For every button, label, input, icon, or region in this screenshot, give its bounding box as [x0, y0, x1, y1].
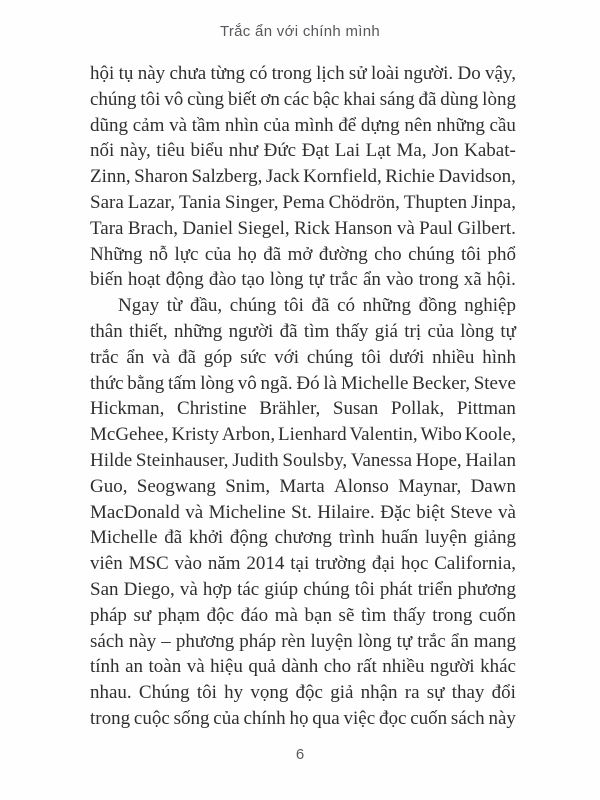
text-line: nối này, tiêu biểu như Đức Đạt Lai Lạt Ma, Jon Kabat- — [90, 140, 516, 162]
text-line: pháp sư phạm độc đáo mà bạn sẽ tìm thấy trong cuốn — [90, 604, 516, 626]
text-line: chúng tôi vô cùng biết ơn các bậc khai sáng đã dùng lòng — [90, 88, 516, 110]
text-line: thân thiết, những người đã tìm thấy giá trị của lòng tự — [90, 320, 516, 342]
text-line: Sara Lazar, Tania Singer, Pema Chödrön, Thupten Jinpa, — [90, 191, 516, 213]
text-line: San Diego, và hợp tác giúp chúng tôi phát triển phương — [90, 578, 516, 600]
text-line: Guo, Seogwang Snim, Marta Alonso Maynar, Dawn — [90, 475, 516, 497]
text-line: Zinn, Sharon Salzberg, Jack Kornfield, Richie Davidson, — [90, 166, 516, 188]
text-line: trắc ẩn và đã góp sức với chúng tôi dưới nhiều hình — [90, 346, 516, 368]
text-line: Tara Brach, Daniel Siegel, Rick Hanson và Paul Gilbert. — [90, 217, 516, 239]
text-line: Hilde Steinhauser, Judith Soulsby, Vanessa Hope, Hailan — [90, 449, 516, 471]
text-line: dũng cảm và tầm nhìn của mình để dựng nên những cầu — [90, 114, 516, 136]
text-line: tính an toàn và hiệu quả dành cho rất nhiều người khác — [90, 656, 516, 678]
page-number: 6 — [295, 746, 305, 763]
text-line: sách này – phương pháp rèn luyện lòng tự trắc ẩn mang — [90, 630, 516, 652]
text-line: Ngay từ đầu, chúng tôi đã có những đồng nghiệp — [118, 295, 516, 317]
text-line: Michelle đã khởi động chương trình huấn luyện giảng — [90, 527, 516, 549]
text-line: Những nỗ lực của họ đã mở đường cho chúng tôi phổ — [90, 243, 516, 265]
text-line: Hickman, Christine Brähler, Susan Pollak, Pittman — [90, 398, 516, 420]
text-line: hội tụ này chưa từng có trong lịch sử loài người. Do vậy, — [90, 63, 516, 84]
text-line: nhau. Chúng tôi hy vọng độc giả nhận ra sự thay đổi — [90, 682, 516, 704]
text-line: viên MSC vào năm 2014 tại trường đại học California, — [90, 553, 516, 575]
text-line: biến hoạt động đào tạo lòng tự trắc ẩn vào trong xã hội. — [90, 269, 516, 291]
running-header: Trắc ẩn với chính mình — [219, 23, 381, 40]
text-line: thức bằng tấm lòng vô ngã. Đó là Michelle Becker, Steve — [90, 372, 516, 394]
text-line: trong cuộc sống của chính họ qua việc đọc cuốn sách này — [90, 707, 516, 729]
text-line: McGehee, Kristy Arbon, Lienhard Valentin, Wibo Koole, — [90, 424, 516, 446]
text-line: MacDonald và Micheline St. Hilaire. Đặc biệt Steve và — [90, 501, 516, 523]
page-body — [90, 61, 516, 732]
